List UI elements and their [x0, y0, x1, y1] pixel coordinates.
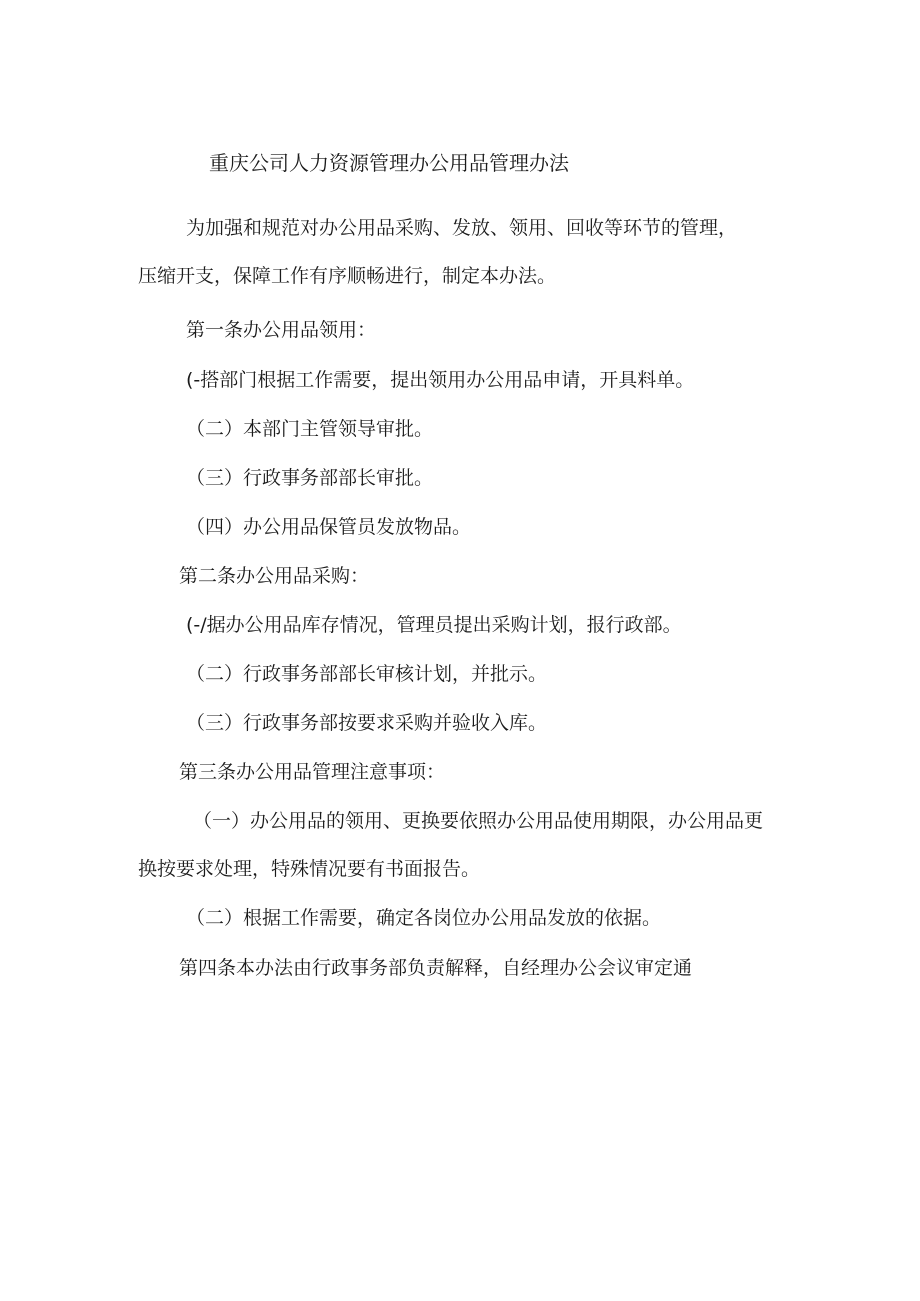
article-4-text: 第四条本办法由行政事务部负责解释，自经理办公会议审定通	[179, 957, 693, 979]
article-1-item-2: （二）本部门主管领导审批。	[186, 418, 434, 440]
page-title: 重庆公司人力资源管理办公用品管理办法	[209, 151, 569, 175]
article-2-heading: 第二条办公用品采购：	[179, 565, 370, 587]
article-1-heading: 第一条办公用品领用：	[186, 319, 377, 341]
article-2-item-1: (-/据办公用品库存情况，管理员提出采购计划，报行政部。	[186, 614, 682, 636]
article-1-item-3: （三）行政事务部部长审批。	[186, 467, 434, 489]
article-3-item-1-line-1: （一）办公用品的领用、更换要依照办公用品使用期限，办公用品更	[193, 810, 764, 832]
article-2-item-3: （三）行政事务部按要求采购并验收入库。	[186, 712, 548, 734]
article-3-item-1-line-2: 换按要求处理，特殊情况要有书面报告。	[138, 858, 481, 880]
article-3-item-2: （二）根据工作需要，确定各岗位办公用品发放的依据。	[186, 907, 662, 929]
article-3-heading: 第三条办公用品管理注意事项：	[179, 761, 446, 783]
intro-line-2: 压缩开支，保障工作有序顺畅进行，制定本办法。	[138, 265, 557, 287]
intro-line-1: 为加强和规范对办公用品采购、发放、领用、回收等环节的管理，	[186, 217, 738, 239]
article-1-item-4: （四）办公用品保管员发放物品。	[186, 516, 472, 538]
article-2-item-2: （二）行政事务部部长审核计划，并批示。	[186, 663, 548, 685]
article-1-item-1: (-搭部门根据工作需要，提出领用办公用品申请，开具料单。	[186, 369, 695, 391]
